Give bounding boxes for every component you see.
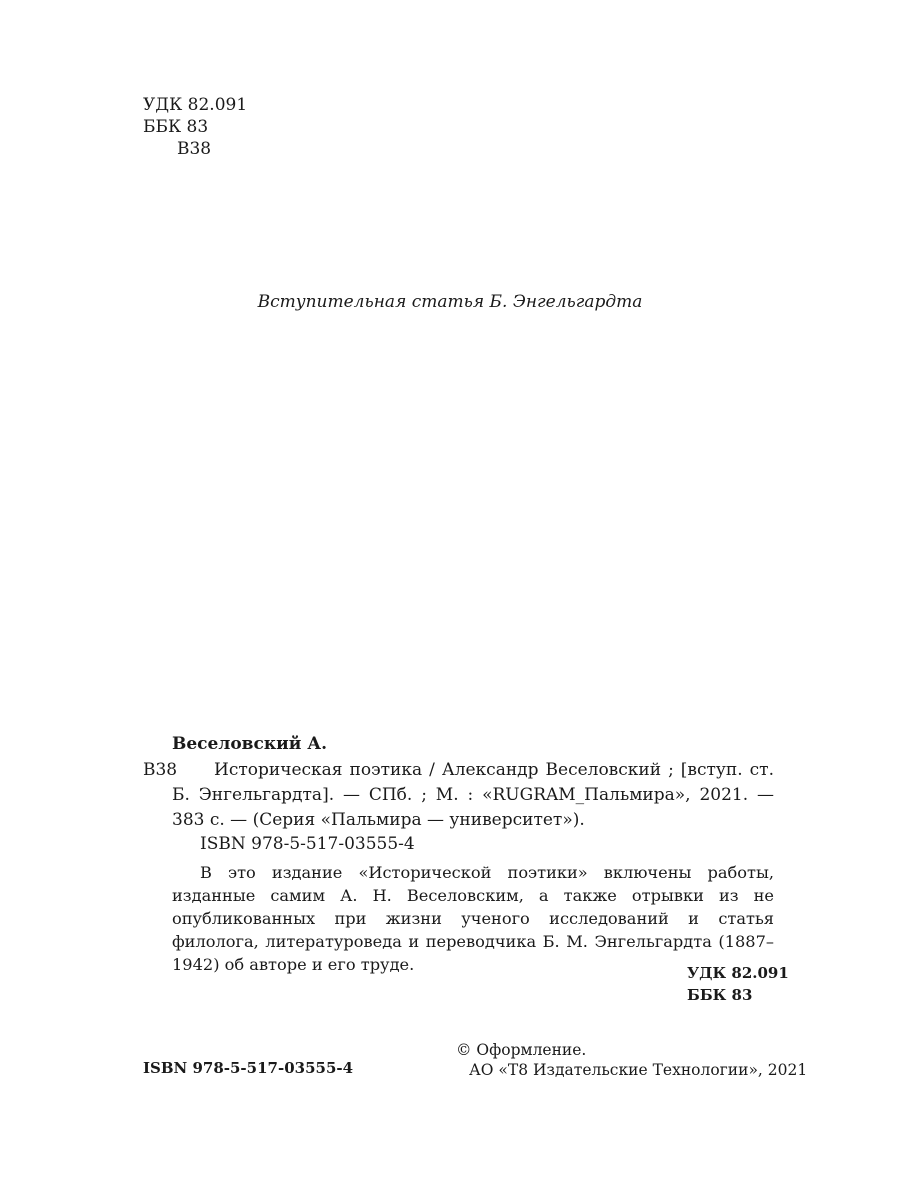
header-classification-codes xyxy=(143,94,247,160)
catalog-annotation: В это издание «Исторической поэтики» включены работы, изданные самим А. Н. Веселовским, а также отрывки из не опубликованных при жизни ученого исследований и статья филолога, литературоведа и переводчика Б. М. Энгельгардта (1887–1942) об авторе и его труде. xyxy=(172,863,774,974)
catalog-description: Историческая поэтика / Александр Веселовский ; [вступ. ст. Б. Энгельгардта]. — СПб. ; М. : «RUGRAM_Пальмира», 2021. — 383 с. — (Серия «Пальмира — университет»). xyxy=(172,760,774,830)
catalog-author-mark: В38 xyxy=(143,760,178,780)
intro-credit: Вступительная статья Б. Энгельгардта xyxy=(257,292,643,312)
catalog-isbn: ISBN 978-5-517-03555-4 xyxy=(200,834,415,854)
catalog-udk: УДК 82.091 xyxy=(687,964,789,982)
catalog-classification-codes xyxy=(687,962,789,1006)
footer-copyright xyxy=(456,1040,807,1080)
header-bbk: ББК 83 xyxy=(143,117,209,137)
copyright-line-2: АО «Т8 Издательские Технологии», 2021 xyxy=(469,1061,808,1079)
footer-isbn: ISBN 978-5-517-03555-4 xyxy=(143,1059,354,1077)
catalog-bbk: ББК 83 xyxy=(687,986,753,1004)
header-author-mark: В38 xyxy=(177,139,212,159)
copyright-line-1: © Оформление. xyxy=(456,1041,587,1059)
header-udk: УДК 82.091 xyxy=(143,95,248,115)
catalog-author-heading: Веселовский А. xyxy=(172,734,328,754)
